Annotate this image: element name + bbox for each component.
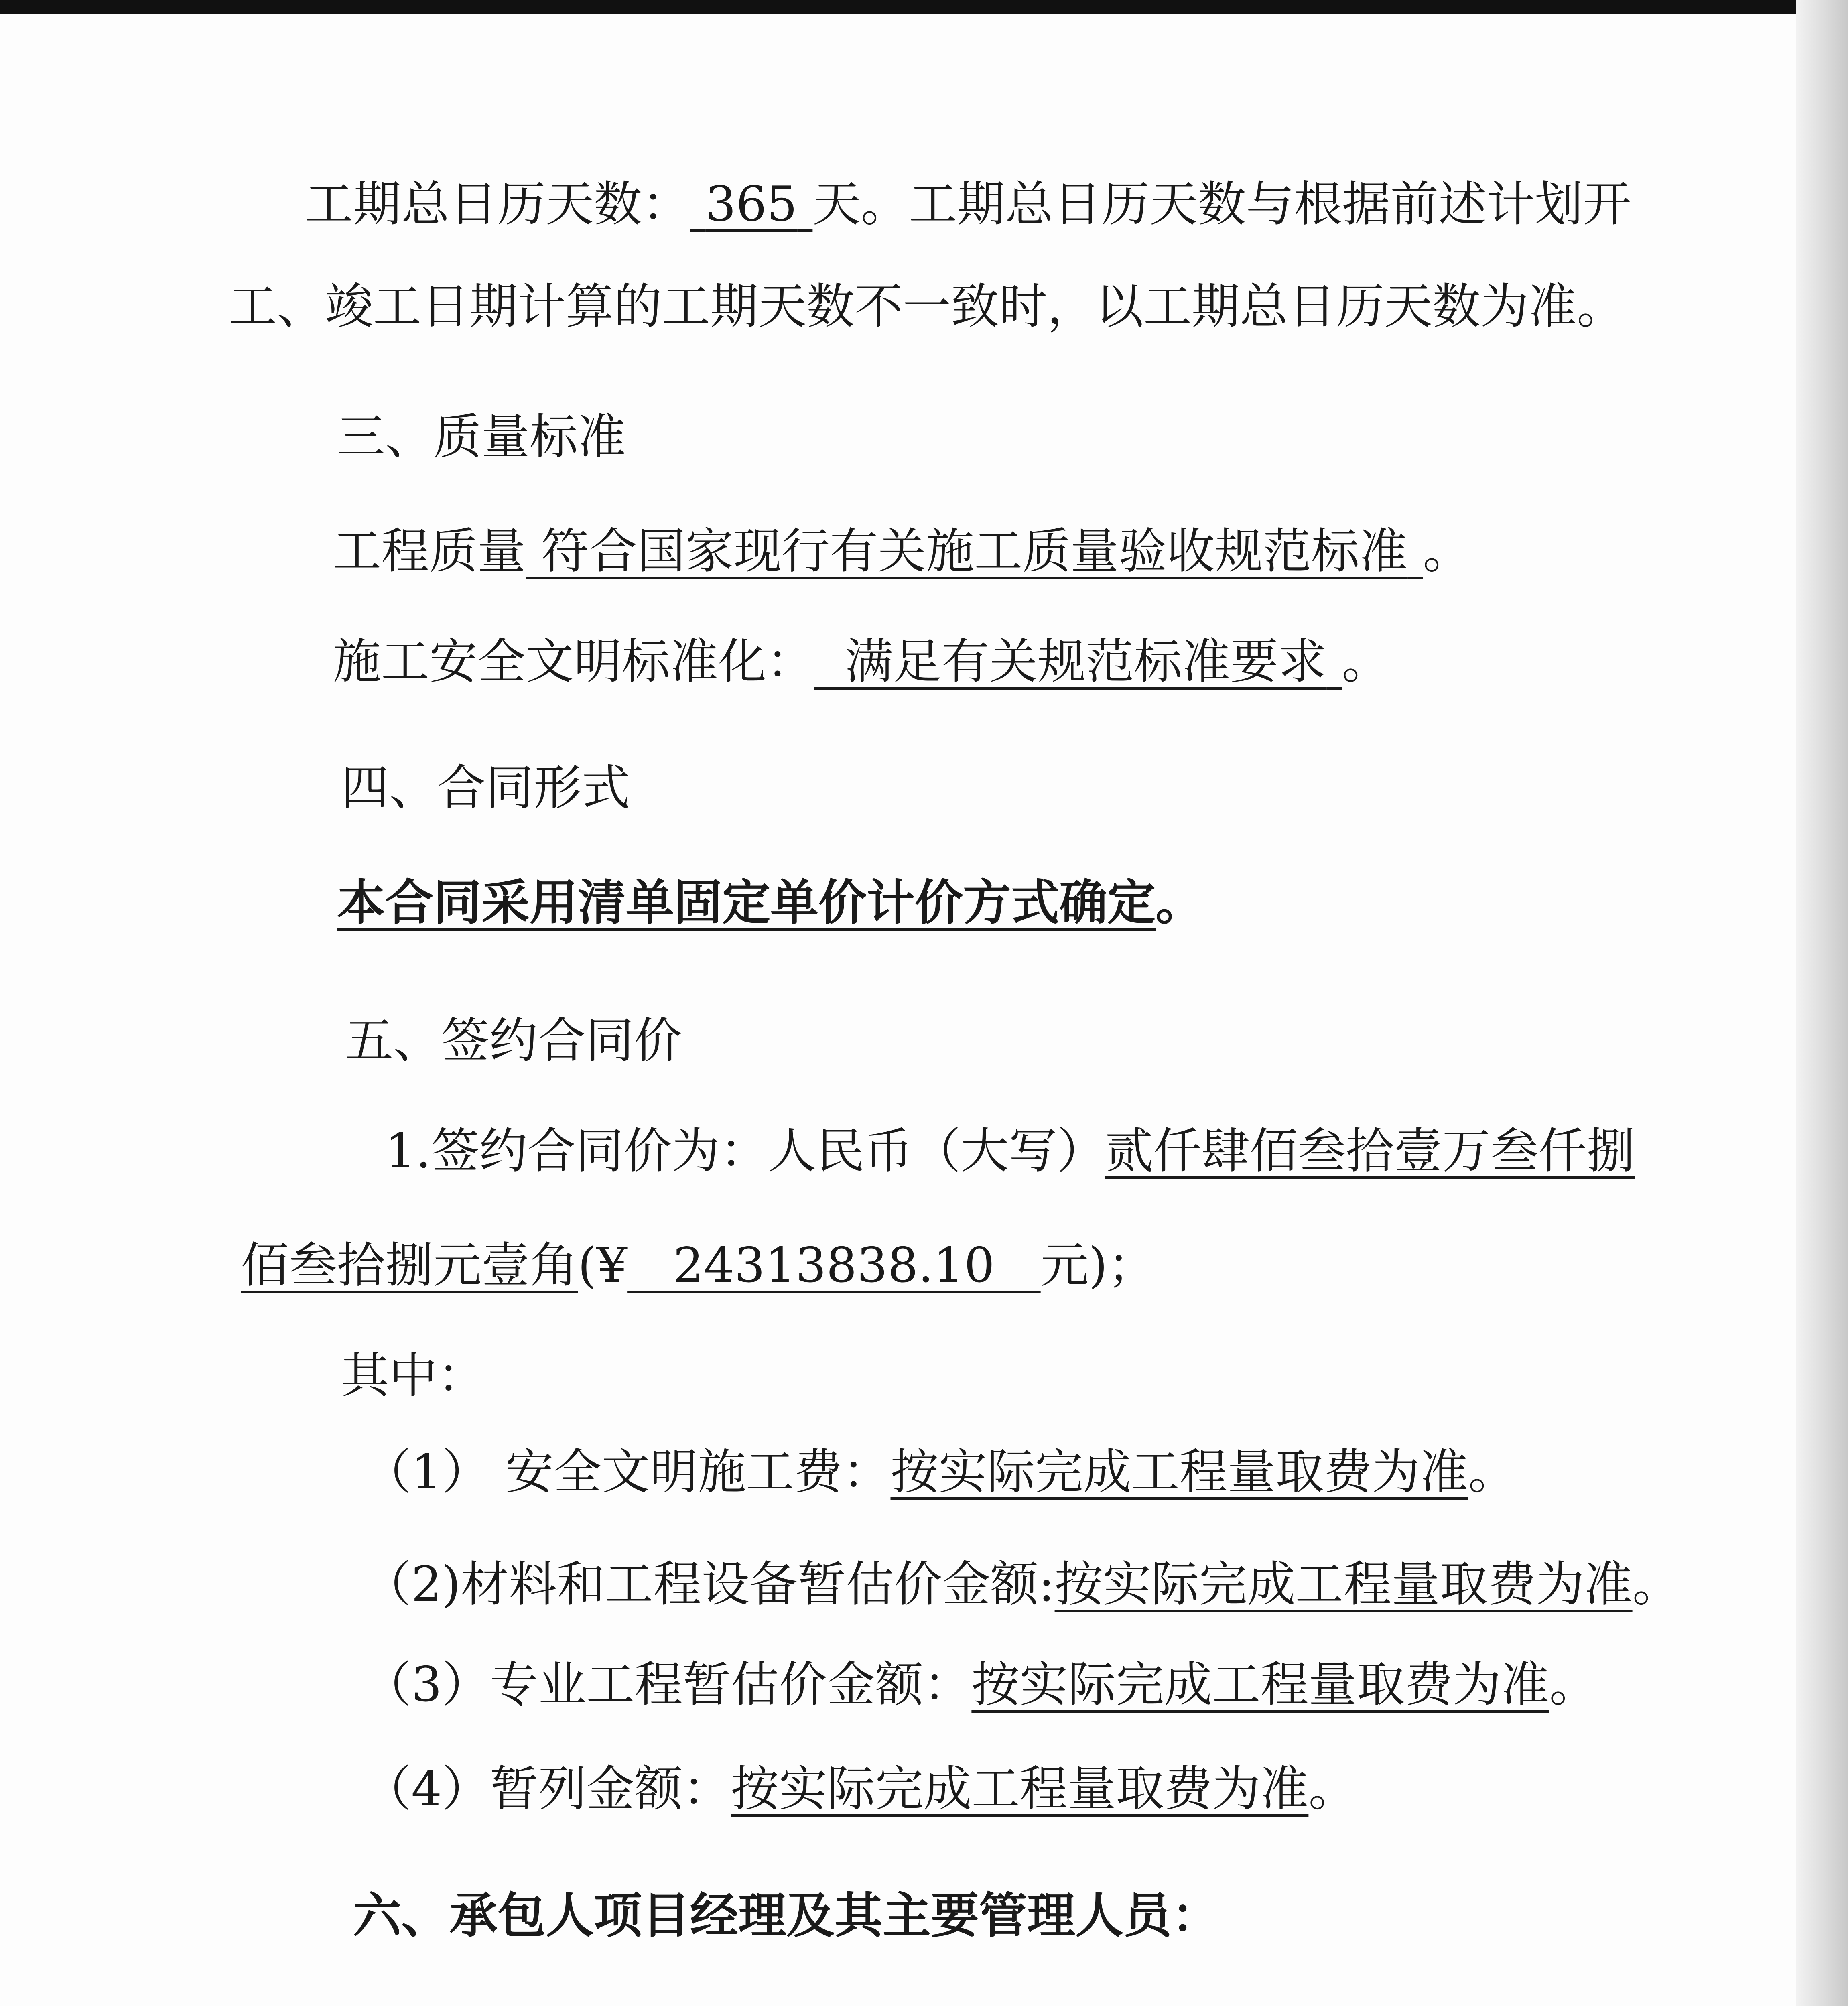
price-open: (¥ — [578, 1238, 628, 1293]
among-label: 其中： — [341, 1348, 485, 1404]
fee-item-4-end: 。 — [1308, 1761, 1357, 1817]
fee-item-2-label: （2)材料和工程设备暂估价金额: — [363, 1557, 1055, 1612]
fee-item-4-value: 按实际完成工程量取费为准 — [731, 1761, 1309, 1817]
fee-item-1-end: 。 — [1468, 1444, 1517, 1500]
duration-line — [305, 175, 1631, 235]
duration-value: 365 — [705, 177, 798, 232]
fee-item-3-label: （3）专业工程暂估价金额： — [363, 1657, 972, 1713]
quality-end: 。 — [1423, 524, 1471, 579]
section6-title: 六、承包人项目经理及其主要管理人员： — [353, 1887, 1220, 1944]
price-prefix: 1.签约合同价为：人民币（大写） — [385, 1123, 1105, 1179]
fee-item-2 — [363, 1555, 1681, 1615]
fee-item-1-label: （1） 安全文明施工费： — [363, 1444, 891, 1500]
price-line-1 — [385, 1121, 1635, 1182]
scan-right-edge — [1796, 0, 1848, 2006]
safety-value: 满足有关规范标准要求 — [845, 634, 1327, 690]
fee-item-3-value: 按实际完成工程量取费为准 — [971, 1657, 1549, 1713]
contract-form-end: 。 — [1156, 874, 1204, 931]
price-words-1: 贰仟肆佰叁拾壹万叁仟捌 — [1105, 1123, 1635, 1179]
price-number: 24313838.10 — [673, 1238, 995, 1293]
contract-form-line — [337, 873, 1204, 933]
fee-item-4 — [363, 1759, 1357, 1819]
duration-suffix: 天。工期总日历天数与根据前述计划开 — [812, 177, 1631, 232]
safety-end: 。 — [1342, 634, 1390, 690]
quality-value: 符合国家现行有关施工质量验收规范标准 — [541, 524, 1408, 579]
price-words-2: 佰叁拾捌元壹角 — [241, 1238, 578, 1293]
fee-item-4-label: （4）暂列金额： — [363, 1761, 731, 1817]
quality-label: 工程质量 — [333, 524, 526, 579]
quality-line — [333, 522, 1471, 582]
duration-label: 工期总日历天数： — [305, 177, 690, 232]
contract-form-statement: 本合同采用清单固定单价计价方式确定 — [337, 874, 1156, 931]
scan-top-edge — [0, 0, 1848, 14]
price-line-2 — [241, 1236, 1156, 1296]
fee-item-2-value: 按实际完成工程量取费为准 — [1054, 1557, 1633, 1612]
duration-line-2: 工、竣工日期计算的工期天数不一致时，以工期总日历天数为准。 — [229, 279, 1625, 335]
fee-item-1 — [363, 1442, 1517, 1502]
fee-item-2-end: 。 — [1632, 1557, 1681, 1612]
safety-label: 施工安全文明标准化： — [333, 634, 814, 690]
fee-item-3 — [363, 1655, 1597, 1715]
section3-title: 三、质量标准 — [337, 409, 626, 465]
section5-title: 五、签约合同价 — [345, 1013, 682, 1069]
price-close: 元)； — [1040, 1238, 1156, 1293]
section4-title: 四、合同形式 — [341, 760, 630, 816]
fee-item-1-value: 按实际完成工程量取费为准 — [890, 1444, 1468, 1500]
fee-item-3-end: 。 — [1549, 1657, 1598, 1713]
safety-line — [333, 632, 1390, 692]
